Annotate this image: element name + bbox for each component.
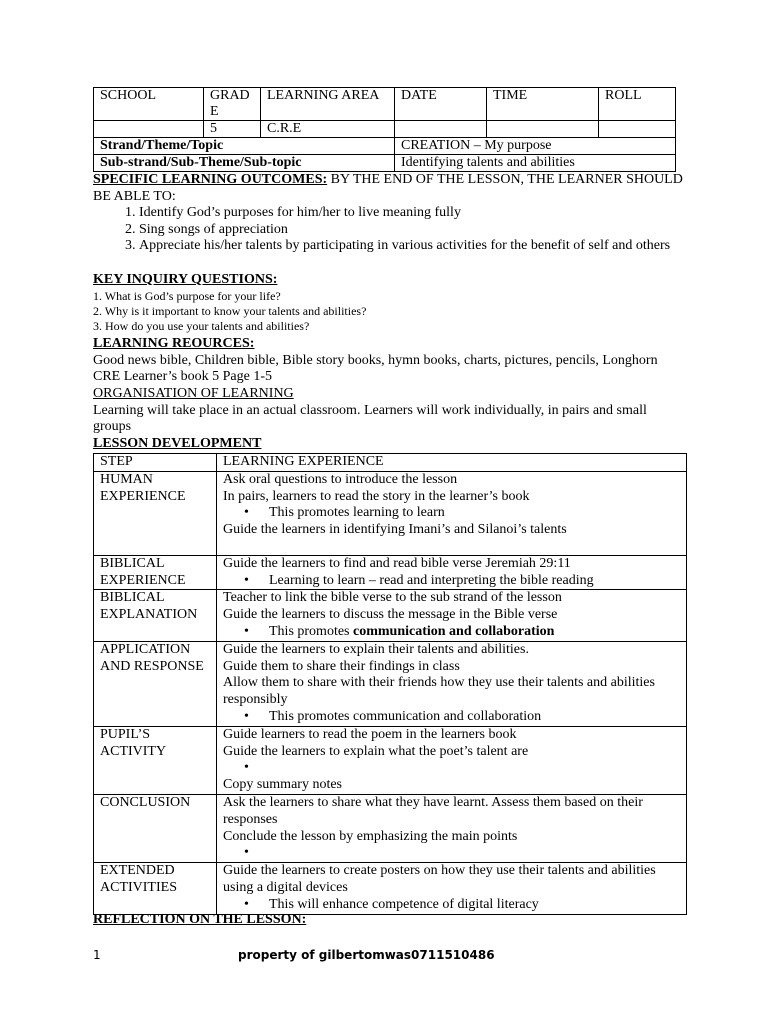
step-cell: CONCLUSION bbox=[94, 794, 217, 862]
bullet-item bbox=[269, 760, 680, 777]
bullet-item: • This promotes learning to learn bbox=[269, 505, 680, 522]
strand-label: Strand/Theme/Topic bbox=[94, 138, 395, 155]
bullet-item bbox=[269, 624, 680, 641]
experience-line: Guide the learners to discuss the message in the Bible verse bbox=[223, 607, 558, 623]
experience-line: Conclude the lesson by emphasizing the main points bbox=[223, 828, 518, 844]
organisation-heading: ORGANISATION OF LEARNING bbox=[93, 386, 294, 401]
experience-line: Guide learners to read the poem in the learners book bbox=[223, 726, 517, 742]
bullet-list bbox=[223, 624, 680, 641]
table-row bbox=[94, 863, 687, 914]
table-row bbox=[94, 590, 687, 641]
experience-cell bbox=[217, 726, 687, 794]
outcomes-paragraph bbox=[93, 172, 683, 205]
roll-label: ROLL bbox=[599, 88, 676, 121]
experience-line: Ask oral questions to introduce the lesson bbox=[223, 471, 458, 487]
inquiry-heading: KEY INQUIRY QUESTIONS: bbox=[93, 272, 278, 287]
experience-line: In pairs, learners to read the story in the learner’s book bbox=[223, 488, 530, 504]
step-cell: EXTENDED ACTIVITIES bbox=[94, 863, 217, 914]
specific-outcomes-section bbox=[93, 172, 683, 255]
roll-value bbox=[599, 121, 676, 138]
bullet-list bbox=[223, 760, 680, 777]
inquiry-question: 2. Why is it important to know your talents and abilities? bbox=[93, 303, 367, 318]
bullet-item: • This will enhance competence of digital literacy bbox=[269, 897, 680, 914]
bullet-item: • Learning to learn – read and interpreting the bible reading bbox=[269, 573, 680, 590]
experience-line: Teacher to link the bible verse to the sub strand of the lesson bbox=[223, 590, 562, 606]
bullet-list bbox=[223, 573, 680, 590]
grade-value: 5 bbox=[204, 121, 261, 138]
resources-heading: LEARNING REOURCES: bbox=[93, 336, 255, 351]
experience-line: Guide the learners to create posters on how they use their talents and abilities using a digital devices bbox=[223, 863, 656, 895]
outcome-item: 3. Appreciate his/her talents by participating in various activities for the benefit of self and others bbox=[139, 238, 683, 255]
grade-label: GRADE bbox=[204, 88, 261, 121]
time-value bbox=[487, 121, 599, 138]
page-number: 1 bbox=[93, 948, 101, 962]
outcome-item: 2. Sing songs of appreciation bbox=[139, 222, 683, 239]
outcomes-intro: BY THE END OF THE LESSON, THE LEARNER SHOULD BE ABLE TO: bbox=[93, 172, 683, 204]
inquiry-section bbox=[93, 272, 683, 334]
lesson-header-table bbox=[93, 87, 676, 172]
table-row bbox=[94, 641, 687, 726]
strand-value: CREATION – My purpose bbox=[395, 138, 676, 155]
outcomes-heading: SPECIFIC LEARNING OUTCOMES: bbox=[93, 172, 328, 187]
experience-cell bbox=[217, 555, 687, 590]
table-row bbox=[94, 471, 687, 555]
bullet-item bbox=[269, 845, 680, 862]
substrand-value: Identifying talents and abilities bbox=[395, 155, 676, 172]
bullet-list bbox=[223, 845, 680, 862]
experience-column-header: LEARNING EXPERIENCE bbox=[217, 454, 687, 472]
organisation-text: Learning will take place in an actual classroom. Learners will work individually, in pairs and small groups bbox=[93, 402, 647, 434]
experience-cell bbox=[217, 471, 687, 555]
experience-cell bbox=[217, 863, 687, 914]
bullet-list bbox=[223, 505, 680, 522]
step-cell: HUMAN EXPERIENCE bbox=[94, 471, 217, 555]
lesson-development-heading: LESSON DEVELOPMENT bbox=[93, 436, 262, 451]
learning-area-label: LEARNING AREA bbox=[261, 88, 395, 121]
resources-section bbox=[93, 336, 683, 386]
bullet-emphasis: communication and collaboration bbox=[353, 623, 555, 639]
step-cell: APPLICATION AND RESPONSE bbox=[94, 641, 217, 726]
date-value bbox=[395, 121, 487, 138]
reflection-heading: REFLECTION ON THE LESSON: bbox=[93, 912, 307, 927]
table-row bbox=[94, 555, 687, 590]
experience-cell bbox=[217, 590, 687, 641]
step-column-header: STEP bbox=[94, 454, 217, 472]
experience-line: Guide the learners to find and read bible verse Jeremiah 29:11 bbox=[223, 555, 571, 571]
table-row bbox=[94, 454, 687, 472]
experience-cell bbox=[217, 794, 687, 862]
resources-text: Good news bible, Children bible, Bible story books, hymn books, charts, pictures, pencils, Longhorn CRE Learner’s book 5 Page 1-5 bbox=[93, 352, 658, 384]
experience-cell bbox=[217, 641, 687, 726]
bullet-prefix: This promotes bbox=[269, 623, 353, 639]
experience-line: Guide the learners to explain what the poet’s talent are bbox=[223, 743, 529, 759]
time-label: TIME bbox=[487, 88, 599, 121]
inquiry-question: 3. How do you use your talents and abilities? bbox=[93, 318, 310, 333]
inquiry-question: 1. What is God’s purpose for your life? bbox=[93, 288, 281, 303]
table-row bbox=[94, 794, 687, 862]
outcomes-list bbox=[93, 205, 683, 255]
experience-line: Ask the learners to share what they have learnt. Assess them based on their responses bbox=[223, 794, 643, 827]
learning-area-value: C.R.E bbox=[261, 121, 395, 138]
school-label: SCHOOL bbox=[94, 88, 204, 121]
bullet-list bbox=[223, 709, 680, 726]
experience-line: Guide them to share their findings in class bbox=[223, 658, 460, 674]
step-cell: BIBLICAL EXPLANATION bbox=[94, 590, 217, 641]
school-value bbox=[94, 121, 204, 138]
organisation-section bbox=[93, 386, 683, 436]
outcome-item: 1. Identify God’s purposes for him/her to live meaning fully bbox=[139, 205, 683, 222]
experience-line: Guide the learners in identifying Imani’s and Silanoi’s talents bbox=[223, 522, 567, 538]
substrand-label: Sub-strand/Sub-Theme/Sub-topic bbox=[94, 155, 395, 172]
bullet-item: • This promotes communication and collaboration bbox=[269, 709, 680, 726]
step-cell: PUPIL’S ACTIVITY bbox=[94, 726, 217, 794]
experience-line: Copy summary notes bbox=[223, 777, 342, 793]
experience-line: Allow them to share with their friends how they use their talents and abilities responsibly bbox=[223, 675, 655, 708]
lesson-development-table bbox=[93, 453, 687, 915]
table-row bbox=[94, 726, 687, 794]
date-label: DATE bbox=[395, 88, 487, 121]
experience-line: Guide the learners to explain their talents and abilities. bbox=[223, 641, 529, 657]
bullet-list bbox=[223, 897, 680, 914]
step-cell: BIBLICAL EXPERIENCE bbox=[94, 555, 217, 590]
property-notice: property of gilbertomwas0711510486 bbox=[238, 948, 495, 962]
